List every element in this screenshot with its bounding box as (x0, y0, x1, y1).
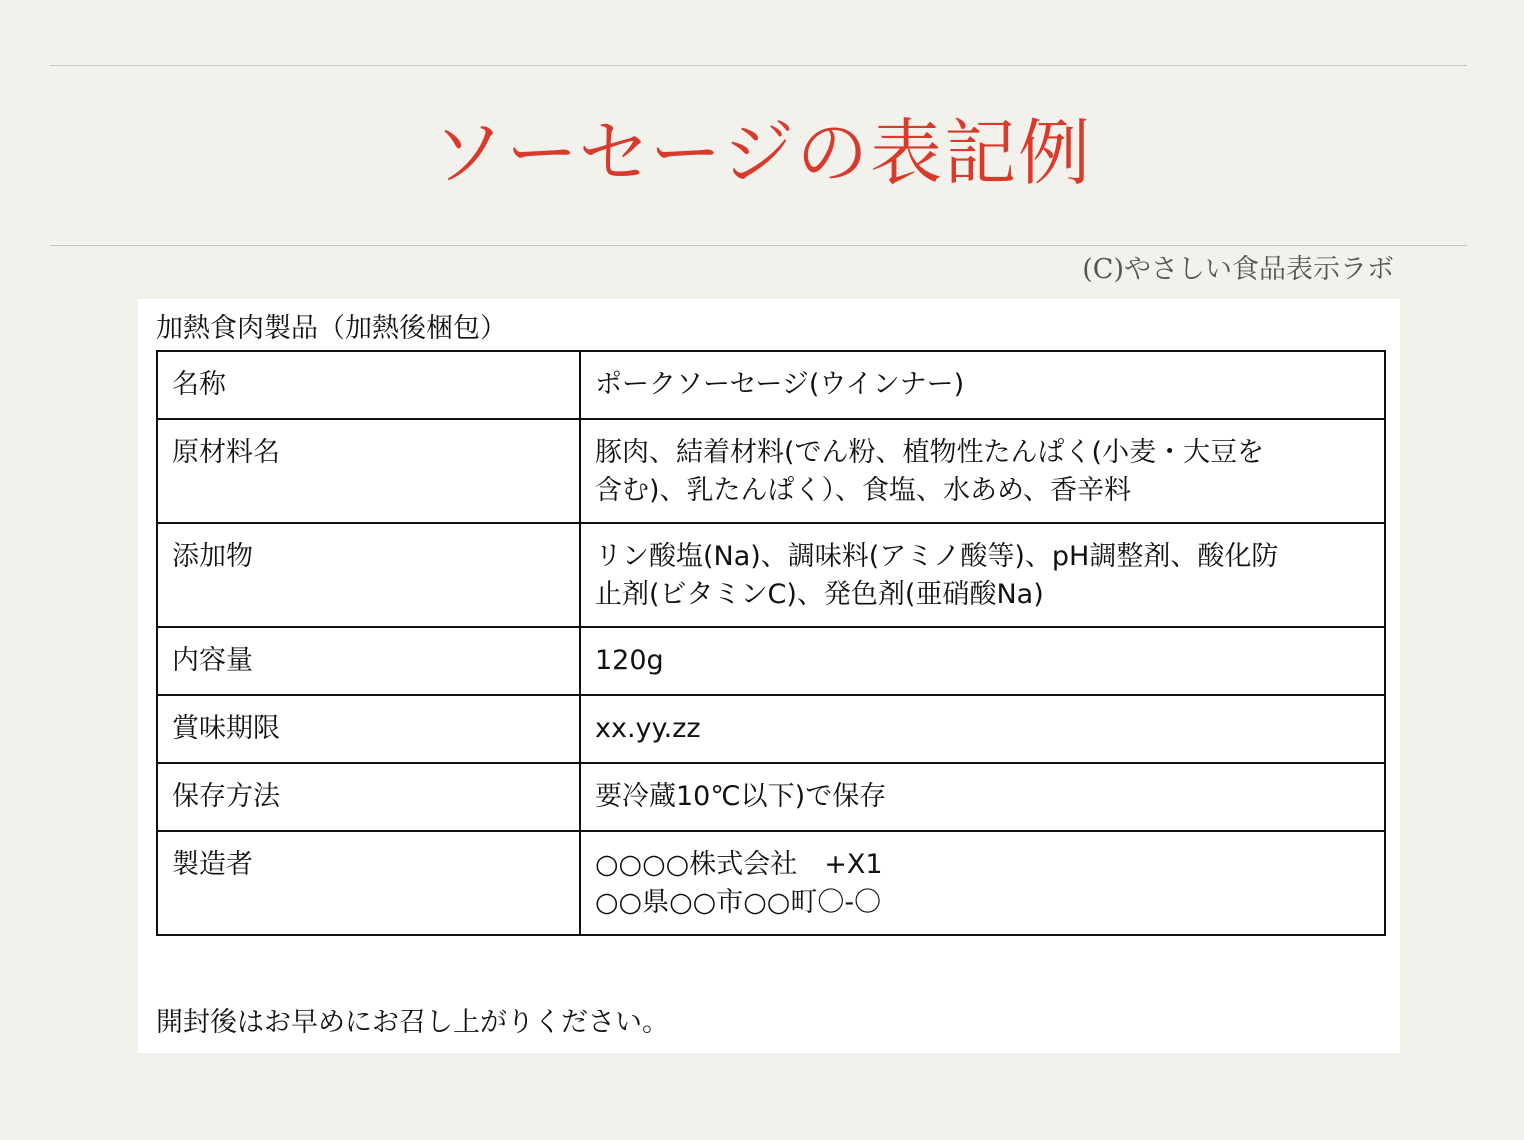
row-key: 添加物 (157, 523, 580, 627)
row-value: 要冷蔵10℃以下)で保存 (580, 763, 1385, 831)
table-row (157, 523, 1385, 627)
row-key: 保存方法 (157, 763, 580, 831)
table-row (157, 695, 1385, 763)
credit-text: (C)やさしい食品表示ラボ (1082, 254, 1394, 285)
table-row (157, 419, 1385, 523)
row-key: 名称 (157, 351, 580, 419)
footnote-text: 開封後はお早めにお召し上がりください。 (156, 1007, 669, 1038)
table-row (157, 763, 1385, 831)
row-key: 製造者 (157, 831, 580, 935)
row-key: 賞味期限 (157, 695, 580, 763)
row-value: 豚肉、結着材料(でん粉、植物性たんぱく(小麦・大豆を 含む)、乳たんぱく）、食塩、水あめ、香辛料 (580, 419, 1385, 523)
row-value: ○○○○株式会社 +X1 ○○県○○市○○町〇-〇 (580, 831, 1385, 935)
row-value: xx.yy.zz (580, 695, 1385, 763)
row-value: 120g (580, 627, 1385, 695)
table-row (157, 831, 1385, 935)
bottom-divider (50, 245, 1467, 246)
label-caption: 加熱食肉製品（加熱後梱包） (156, 313, 507, 344)
table-row (157, 627, 1385, 695)
row-key: 原材料名 (157, 419, 580, 523)
row-value: リン酸塩(Na)、調味料(アミノ酸等)、pH調整剤、酸化防 止剤(ビタミンC)、発色剤(亜硝酸Na) (580, 523, 1385, 627)
label-table (156, 350, 1386, 936)
page-title: ソーセージの表記例 (431, 111, 1093, 195)
row-key: 内容量 (157, 627, 580, 695)
table-row (157, 351, 1385, 419)
label-panel (138, 299, 1400, 1053)
row-value: ポークソーセージ(ウインナー) (580, 351, 1385, 419)
top-divider (50, 65, 1467, 66)
